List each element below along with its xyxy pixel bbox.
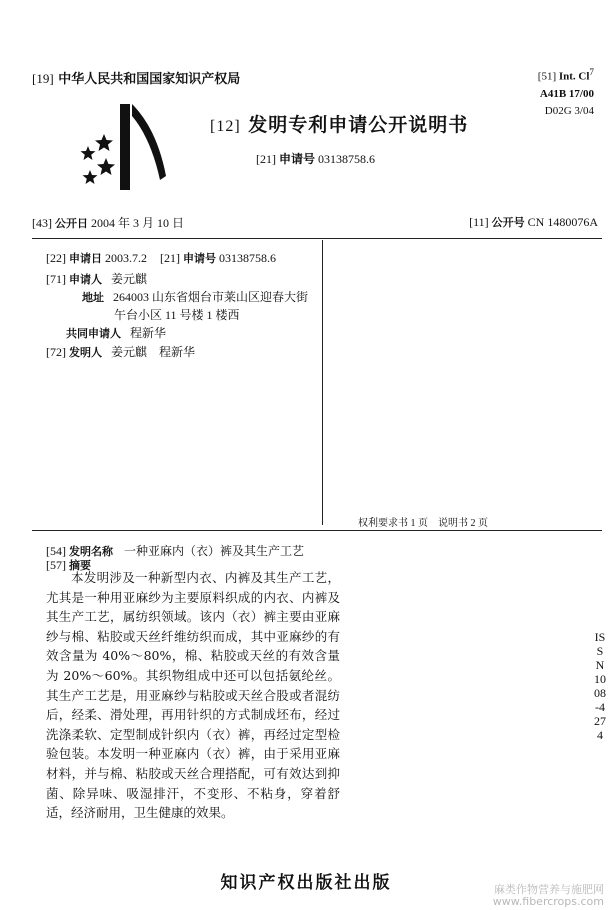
pub-date-code: [43] — [32, 216, 52, 230]
abstract-code: [57] — [46, 558, 66, 572]
pages-note: 权利要求书 1 页 说明书 2 页 — [358, 518, 488, 529]
pub-date-label: 公开日 — [55, 217, 88, 230]
watermark-line2: www.fibercrops.com — [492, 895, 604, 908]
emblem-wing — [132, 104, 166, 180]
app-no-code: [21] — [256, 152, 276, 166]
co-applicant-value: 程新华 — [130, 326, 167, 340]
co-applicant-row — [66, 324, 166, 341]
int-cl-block — [538, 64, 594, 120]
app-no-value: 03138758.6 — [318, 152, 376, 166]
inventor-code: [72] — [46, 345, 66, 359]
pub-no-code: [11] — [469, 215, 489, 229]
divider-top — [32, 238, 602, 239]
doc-type-code: [12] — [210, 118, 241, 135]
int-cl-code: [51] — [537, 70, 557, 83]
inventor-value: 姜元麒 程新华 — [111, 345, 196, 359]
issn-vertical: ISSN1008-4274 — [594, 630, 606, 742]
office-code: [19] — [32, 71, 54, 86]
applicant-value: 姜元麒 — [111, 272, 148, 286]
int-cl-sup: 7 — [589, 67, 594, 77]
watermark-line1: 麻类作物营养与施肥网 — [494, 883, 604, 896]
pub-date-value: 2004 年 3 月 10 日 — [91, 216, 185, 230]
app-code: [21] — [160, 251, 180, 265]
applicant-label: 申请人 — [69, 273, 102, 286]
applicant-code: [71] — [46, 272, 66, 286]
site-watermark — [493, 884, 604, 908]
filing-row — [46, 250, 276, 266]
address-row — [82, 288, 308, 305]
office-name-text: 中华人民共和国国家知识产权局 — [58, 72, 241, 87]
int-cl-label: Int. Cl — [558, 70, 590, 83]
emblem-star-bottom — [83, 170, 98, 184]
abstract-label: 摘要 — [69, 559, 91, 572]
invention-title: 一种亚麻内（衣）裤及其生产工艺 — [124, 544, 305, 558]
abstract-text: 本发明涉及一种新型内衣、内裤及其生产工艺，尤其是一种用亚麻纱为主要原料织成的内衣、内裤及其生产工艺，属纺织领域。该内（衣）裤主要由亚麻纱与棉、粘胶或天丝纤维纺织而成，其中亚麻纱的有效含量为 40%～80%，棉、粘胶或天丝的有效含量为 20%～60%。其织物组成中还可以包括氨纶丝。其生产工艺是，用亚麻纱与粘胶或天丝合股或者混纺后，经柔、滑处理，再用针织的方式制成坯布，经过洗涤柔软、定型制成针织内（衣）裤，再经过定型检验包装。本发明一种亚麻内（衣）裤，由于采用亚麻材料，并与棉、粘胶或天丝合理搭配，可有效达到抑菌、除异味、吸湿排汗，不变形、不粘身，穿着舒适，经济耐用，卫生健康的效果。 — [46, 570, 340, 821]
emblem-shield — [120, 104, 130, 190]
app-value: 03138758.6 — [219, 251, 276, 265]
app-label: 申请号 — [183, 252, 216, 265]
emblem-star-mid — [97, 158, 115, 175]
applicant-row — [46, 270, 147, 287]
divider-vertical — [322, 240, 323, 525]
int-cl-primary: A41B 17/00 — [539, 87, 594, 100]
filing-label: 申请日 — [69, 252, 102, 265]
sipo-emblem-logo — [76, 100, 172, 192]
title-label: 发明名称 — [69, 545, 113, 558]
header-application-number — [256, 150, 375, 167]
pub-no-value: CN 1480076A — [527, 215, 598, 229]
doc-type-text: 发明专利申请公开说明书 — [248, 114, 469, 136]
pub-no-label: 公开号 — [491, 216, 525, 229]
emblem-star-left — [81, 146, 96, 160]
co-applicant-label: 共同申请人 — [66, 327, 121, 340]
int-cl-header — [538, 64, 594, 86]
divider-bottom — [32, 530, 602, 531]
publisher-footer: 知识产权出版社出版 — [220, 873, 392, 893]
inventor-row — [46, 343, 195, 360]
emblem-star-top — [95, 134, 113, 151]
app-no-label: 申请号 — [279, 152, 316, 166]
filing-code: [22] — [46, 251, 66, 265]
address-line2: 午台小区 11 号楼 1 楼西 — [114, 308, 240, 322]
office-name — [32, 68, 240, 87]
inventor-label: 发明人 — [69, 346, 102, 359]
address-label: 地址 — [82, 291, 104, 304]
int-cl-secondary: D02G 3/04 — [544, 104, 594, 117]
document-type-title — [210, 110, 468, 137]
title-code: [54] — [46, 544, 66, 558]
publication-number — [469, 214, 598, 230]
publication-date — [32, 214, 184, 231]
filing-value: 2003.7.2 — [105, 251, 147, 265]
address-line1: 264003 山东省烟台市莱山区迎春大街 — [113, 290, 309, 304]
